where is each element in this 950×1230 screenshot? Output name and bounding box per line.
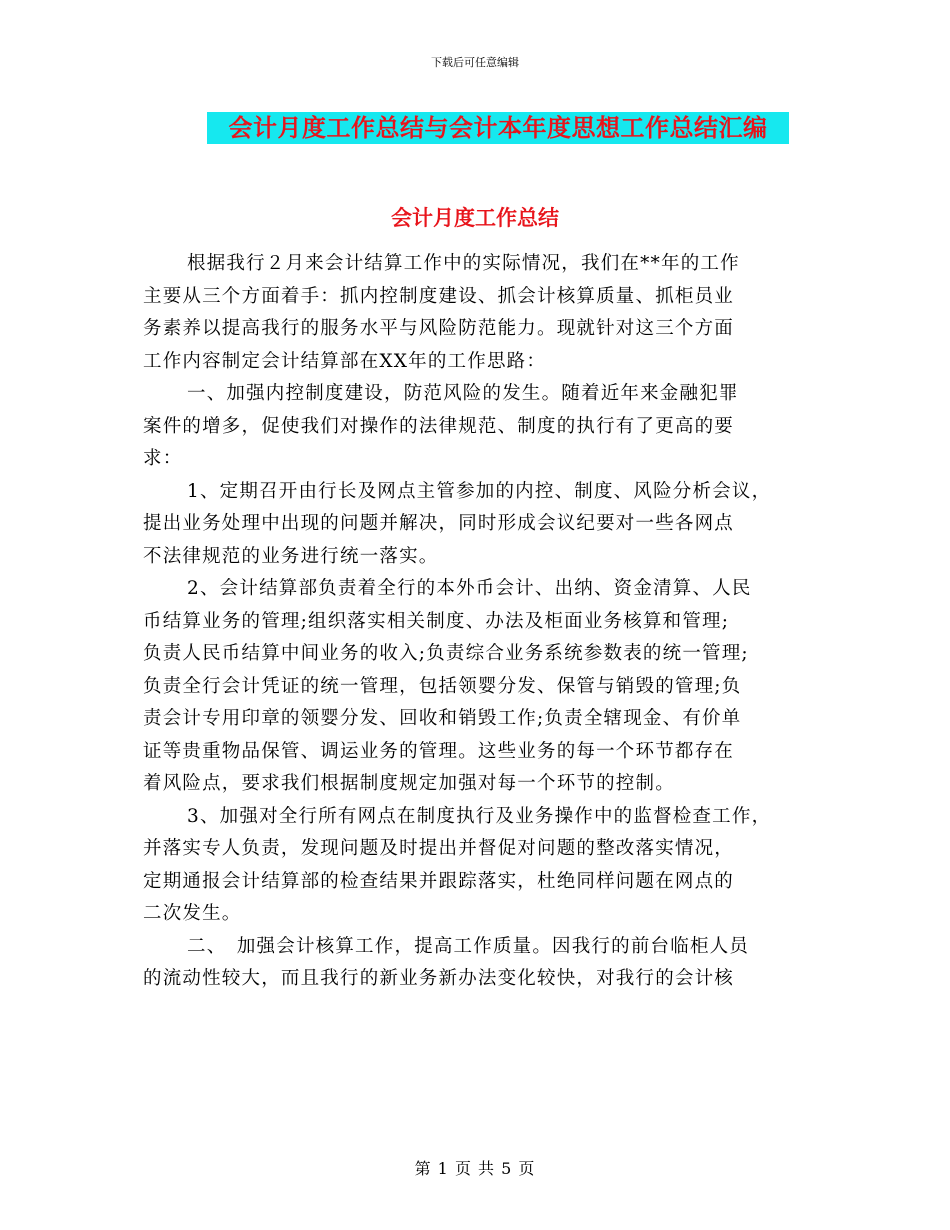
body-text [143,248,823,996]
paragraph-line: 务素养以提高我行的服务水平与风险防范能力。现就针对这三个方面 [143,318,735,339]
paragraph-line: 证等贵重物品保管、调运业务的管理。这些业务的每一个环节都存在 [143,740,735,762]
section-title: 会计月度工作总结 [391,205,559,230]
paragraph-line: 主要从三个方面着手：抓内控制度建设、抓会计核算质量、抓柜员业 [143,285,735,307]
paragraph-line: 根据我行２月来会计结算工作中的实际情况，我们在**年的工作 [187,253,740,274]
paragraph-line: 工作内容制定会计结算部在XX年的工作思路： [143,350,547,372]
paragraph-line: 2、会计结算部负责着全行的本外币会计、出纳、资金清算、人民 [187,578,752,599]
paragraph-line: 并落实专人负责，发现问题及时提出并督促对问题的整改落实情况， [143,838,735,859]
main-title: 会计月度工作总结与会计本年度思想工作总结汇编 [228,113,768,142]
paragraph-line: 3、加强对全行所有网点在制度执行及业务操作中的监督检查工作， [187,805,772,827]
paragraph-line: 求： [143,448,183,469]
paragraph-line: 的流动性较大，而且我行的新业务新办法变化较快，对我行的会计核 [143,968,735,989]
page-footer: 第 1 页 共 5 页 [414,1159,536,1178]
paragraph-line: 二次发生。 [143,903,242,924]
paragraph-line: 案件的增多，促使我们对操作的法律规范、制度的执行有了更高的要 [143,415,735,437]
header-note: 下载后可任意编辑 [431,56,519,69]
paragraph-line: 着风险点，要求我们根据制度规定加强对每一个环节的控制。 [143,773,675,794]
paragraph-line: 二、 加强会计核算工作，提高工作质量。因我行的前台临柜人员 [187,935,750,957]
paragraph-line: 一、加强内控制度建设，防范风险的发生。随着近年来金融犯罪 [187,383,739,404]
paragraph-line: 币结算业务的管理;组织落实相关制度、办法及柜面业务核算和管理; [143,610,730,632]
main-title-highlight [207,112,789,144]
paragraph-line: 责会计专用印章的领婴分发、回收和销毁工作;负责全辖现金、有价单 [143,708,742,729]
paragraph-line: 提出业务处理中出现的问题并解决，同时形成会议纪要对一些各网点 [143,513,735,534]
paragraph-line: 不法律规范的业务进行统一落实。 [143,545,439,567]
paragraph-line: 1、定期召开由行长及网点主管参加的内控、制度、风险分析会议， [187,480,772,502]
paragraph-line: 负责人民币结算中间业务的收入;负责综合业务系统参数表的统一管理; [143,643,749,664]
paragraph-line: 负责全行会计凭证的统一管理，包括领婴分发、保管与销毁的管理;负 [143,675,742,697]
paragraph-line: 定期通报会计结算部的检查结果并跟踪落实，杜绝同样问题在网点的 [143,870,735,892]
